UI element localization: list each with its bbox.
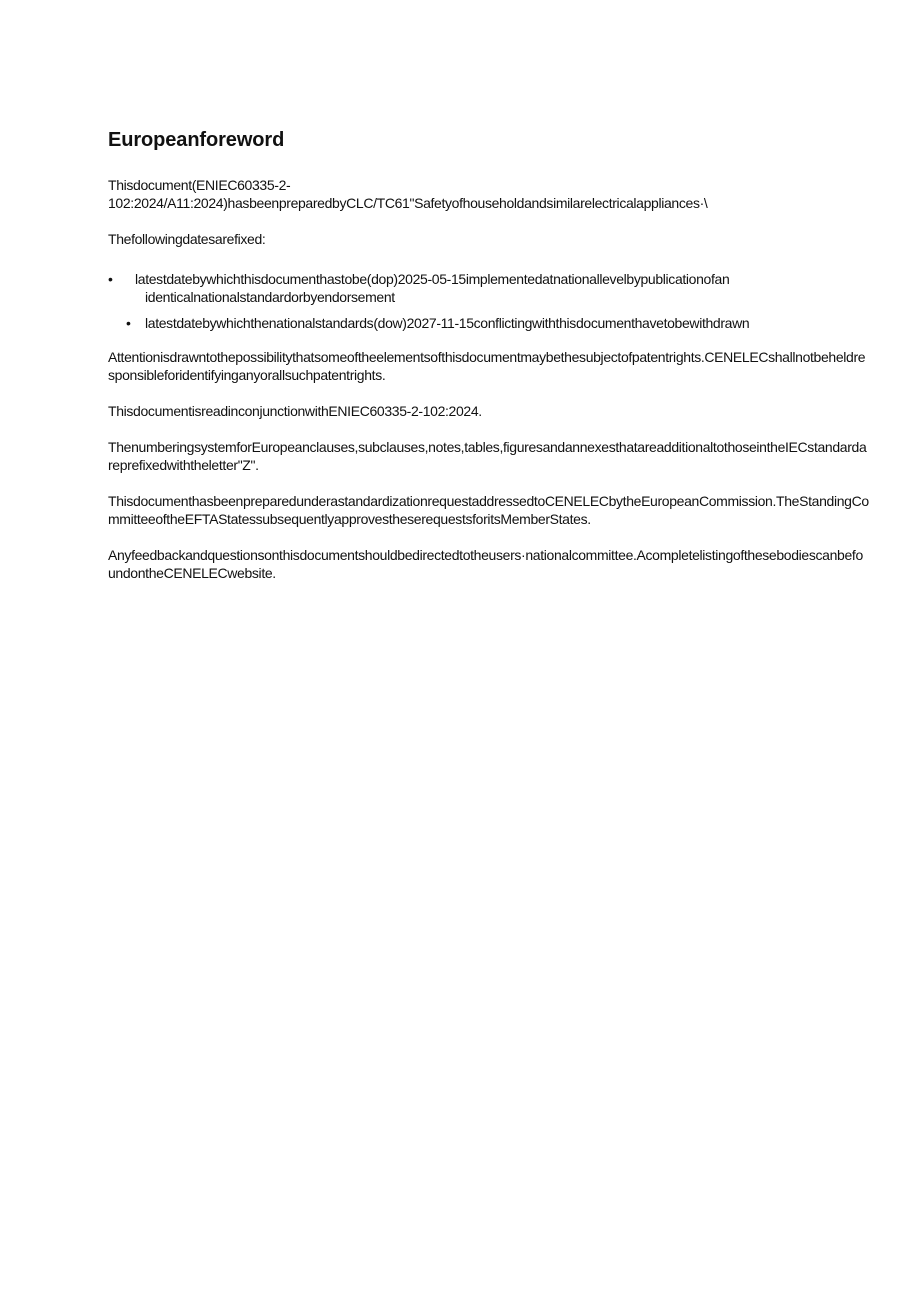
paragraph-feedback: Anyfeedbackandquestionsonthisdocumentshouldbedirectedtotheusers·nationalcommittee.AcompletelistingofthesebodiescanbefoundontheCENELECwebsite. bbox=[108, 547, 863, 581]
list-item-dop bbox=[108, 270, 870, 306]
list-item-text: latestdatebywhichthenationalstandards(dow)2027-11-15conflictingwiththisdocumenthavetobewithdrawn bbox=[145, 315, 750, 331]
paragraph-standardization-request: ThisdocumenthasbeenpreparedunderastandardizationrequestaddressedtoCENELECbytheEuropeanCommission.TheStandingCommitteeoftheEFTAStatessubsequentlyapprovestheserequestsforitsMemberStates. bbox=[108, 493, 869, 527]
paragraph-conjunction: ThisdocumentisreadinconjunctionwithENIEC60335-2-102:2024. bbox=[108, 403, 482, 419]
intro-paragraph: Thisdocument(ENIEC60335-2- 102:2024/A11:2024)hasbeenpreparedbyCLC/TC61"Safetyofhouseholdandsimilarelectricalappliances·\ bbox=[108, 177, 708, 211]
page-title: Europeanforeword bbox=[108, 129, 285, 151]
dates-intro: Thefollowingdatesarefixed: bbox=[108, 231, 266, 247]
list-item-text-continued: identicalnationalstandardorbyendorsement bbox=[145, 289, 395, 305]
list-item-dow bbox=[108, 314, 870, 332]
paragraph-patent-rights: Attentionisdrawntothepossibilitythatsomeoftheelementsofthisdocumentmaybethesubjectofpatentrights.CENELECshallnotbeheldresponsibleforidentifyinganyorallsuchpatentrights. bbox=[108, 349, 866, 383]
document-page bbox=[108, 126, 870, 600]
bullet-icon: • bbox=[108, 271, 113, 287]
paragraph-numbering: ThenumberingsystemforEuropeanclauses,subclauses,notes,tables,figuresandannexesthatareadditionaltothoseintheIECstandardareprefixedwiththeletter"Z". bbox=[108, 439, 867, 473]
bullet-icon: • bbox=[126, 315, 131, 331]
list-item-text: latestdatebywhichthisdocumenthastobe(dop)2025-05-15implementedatnationallevelbypublicationofan bbox=[135, 271, 730, 287]
